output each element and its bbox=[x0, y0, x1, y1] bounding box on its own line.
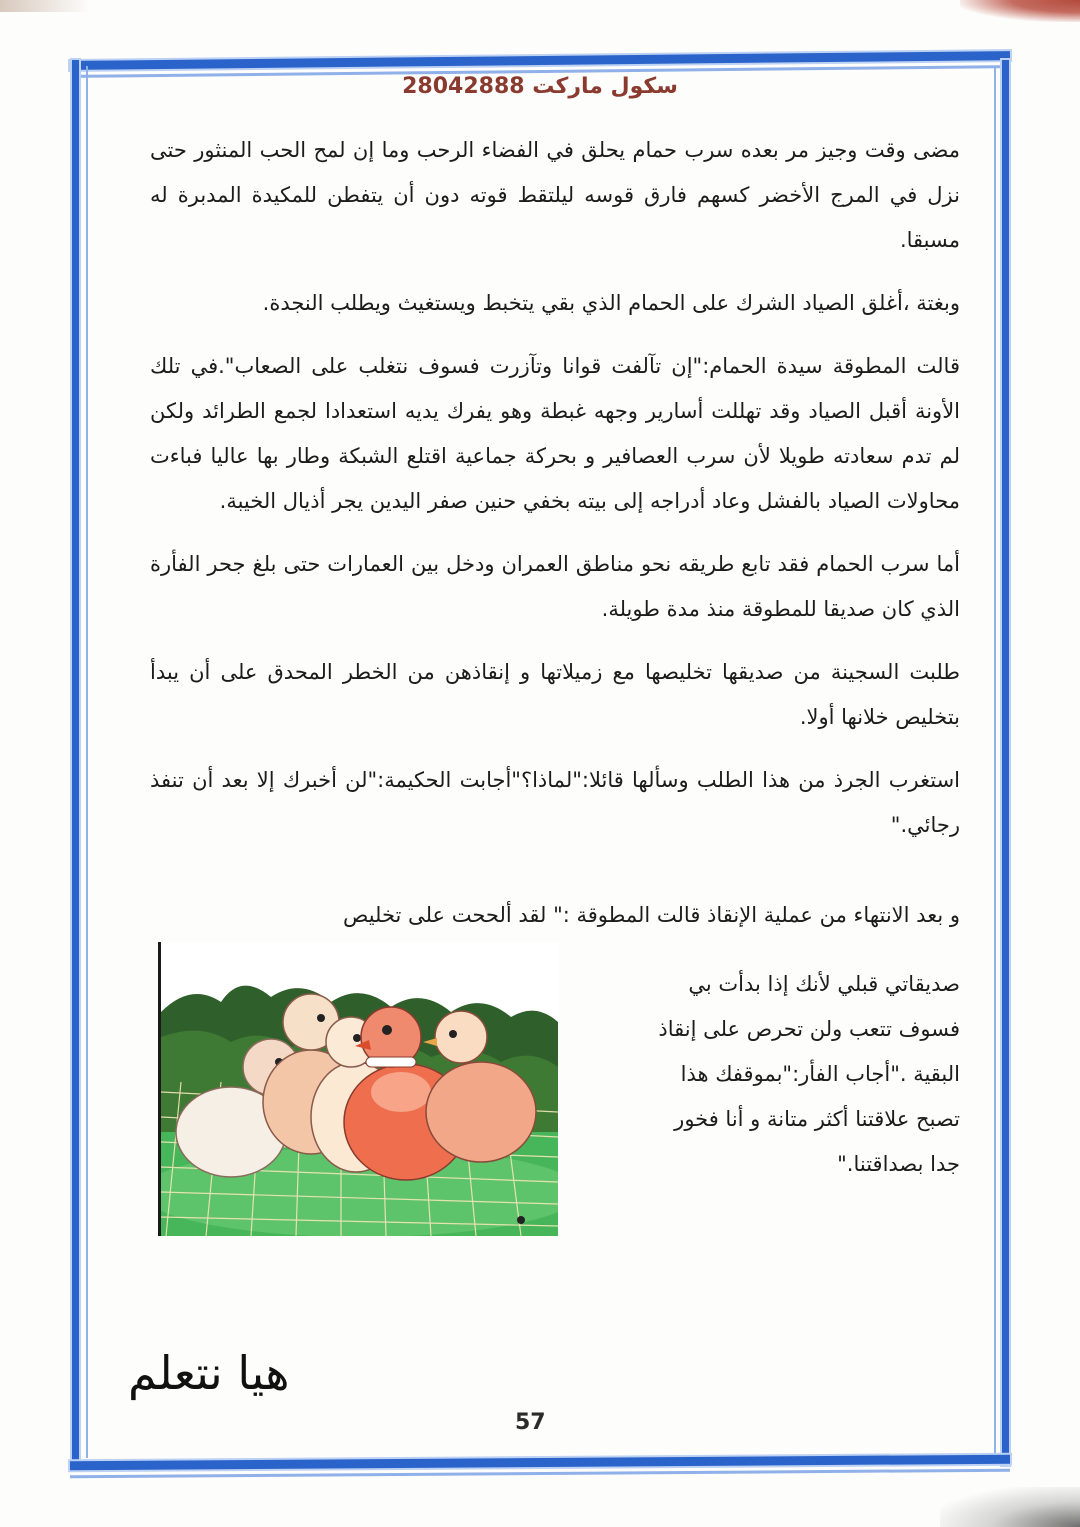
ending-line: البقية ."أجاب الفأر:"بموقفك هذا bbox=[680, 1062, 960, 1086]
story-body bbox=[150, 128, 960, 866]
ending-line: فسوف تتعب ولن تحرص على إنقاذ bbox=[658, 1017, 960, 1041]
ending-line: جدا بصداقتنا." bbox=[837, 1152, 960, 1176]
frame-border-right bbox=[1002, 60, 1009, 1465]
paragraph: طلبت السجينة من صديقها تخليصها مع زميلاتها و إنقاذهن من الخطر المحدق على أن يبدأ بتخليص خلانها أولا. bbox=[150, 660, 960, 729]
ending-paragraph bbox=[564, 962, 960, 1187]
paragraph: استغرب الجرذ من هذا الطلب وسألها قائلا:"لماذا؟"أجابت الحكيمة:"لن أخبرك إلا بعد أن تنفذ رجائي." bbox=[150, 768, 960, 837]
pigeons-in-net-illustration bbox=[158, 942, 558, 1236]
frame-border-left-inner bbox=[86, 66, 88, 1458]
ending-first-line: و بعد الانتهاء من عملية الإنقاذ قالت المطوقة :" لقد ألححت على تخليص bbox=[342, 903, 960, 927]
frame-border-right-inner bbox=[994, 66, 996, 1458]
page-number: 57 bbox=[515, 1410, 546, 1435]
paragraph: قالت المطوقة سيدة الحمام:"إن تآلفت قوانا وتآزرت فسوف نتغلب على الصعاب".في تلك الأونة أقبل الصياد وقد تهللت أسارير وجهه غبطة وهو يفرك يديه استعدادا لجمع الطرائد ولكن لم تدم سعادته طويلا لأن سرب العصافير و بحركة جماعية اقتلع الشبكة وطار بها عاليا فباءت محاولات الصياد بالفشل وعاد أدراجه إلى بيته بخفي حنين صفر اليدين يجر أذيال الخيبة. bbox=[150, 354, 960, 513]
ending-line: صديقاتي قبلي لأنك إذا بدأت بي bbox=[688, 972, 960, 996]
paragraph: أما سرب الحمام فقد تابع طريقه نحو مناطق العمران ودخل بين العمارات حتى بلغ جحر الفأرة الذي كان صديقا للمطوقة منذ مدة طويلة. bbox=[150, 552, 960, 621]
frame-border-bottom bbox=[70, 1455, 1010, 1471]
ending-line: تصبح علاقتنا أكثر متانة و أنا فخور bbox=[674, 1107, 960, 1131]
page-header: سكول ماركت 28042888 bbox=[402, 74, 678, 99]
page-edge-shadow bbox=[0, 0, 90, 12]
frame-border-left bbox=[72, 60, 79, 1465]
book-cover-edge bbox=[960, 0, 1080, 22]
paragraph: وبغتة ،أغلق الصياد الشرك على الحمام الذي بقي يتخبط ويستغيث ويطلب النجدة. bbox=[262, 291, 960, 315]
paragraph: مضى وقت وجيز مر بعده سرب حمام يحلق في الفضاء الرحب وما إن لمح الحب المنثور حتى نزل في المرج الأخضر كسهم فارق قوسه ليلتقط قوته دون أن يتفطن للمكيدة المدبرة له مسبقا. bbox=[150, 138, 960, 252]
lets-learn-caption: هيا نتعلم bbox=[128, 1346, 290, 1400]
page-edge-shadow bbox=[940, 1487, 1080, 1527]
frame-border-bottom-inner bbox=[70, 1469, 1010, 1479]
